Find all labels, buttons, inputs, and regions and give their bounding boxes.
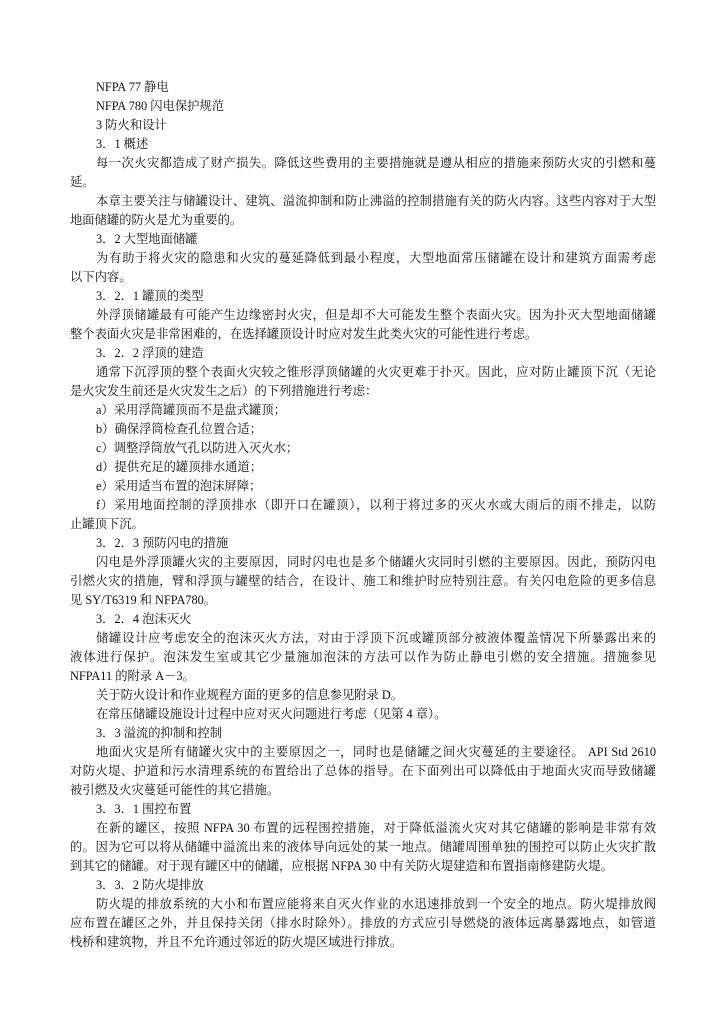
paragraph-line: 延。 — [70, 175, 95, 189]
paragraph-line: 是火灾发生前还是火灾发生之后）的下列措施进行考虑： — [70, 384, 378, 398]
section-heading: 3．3．2 防火堤排放 — [96, 878, 204, 892]
paragraph-line: 地面储罐的防火是尤为重要的。 — [70, 213, 243, 227]
list-item: d）提供充足的罐顶排水通道； — [96, 460, 263, 474]
section-heading: 3．3 溢流的抑制和控制 — [96, 726, 223, 740]
chapter-title: 3 防火和设计 — [96, 118, 167, 132]
paragraph-line: 在新的罐区，按照 NFPA 30 布置的远程围控措施，对于降低溢流火灾对其它储罐的影响是非常有效 — [96, 821, 656, 835]
list-item: e）采用适当布置的泡沫屏障； — [96, 479, 262, 493]
list-item: f）采用地面控制的浮顶排水（即开口在罐顶），以利于将过多的灭火水或大雨后的雨不排走，以防 — [96, 498, 656, 512]
paragraph-line: NFPA11 的附录 A－3。 — [70, 669, 195, 683]
paragraph-line: 以下内容。 — [70, 270, 132, 284]
reference-line: NFPA 780 闪电保护规范 — [96, 99, 225, 113]
paragraph-line: 为有助于将火灾的隐患和火灾的蔓延降低到最小程度，大型地面常压储罐在设计和建筑方面需考虑 — [96, 251, 656, 265]
section-heading: 3．2．1 罐顶的类型 — [96, 289, 204, 303]
paragraph-line: 每一次火灾都造成了财产损失。降低这些费用的主要措施就是遵从相应的措施来预防火灾的引燃和蔓 — [96, 156, 656, 170]
paragraph-line: 对防火堤、护道和污水清理系统的布置给出了总体的指导。在下面列出可以降低由于地面火灾而导致储罐 — [70, 764, 656, 778]
paragraph-line: 在常压储罐设施设计过程中应对灭火问题进行考虑（见第 4 章）。 — [96, 707, 447, 721]
list-item: c）调整浮筒放气孔以防进入灭火水； — [96, 441, 299, 455]
paragraph-line: 闪电是外浮顶罐火灾的主要原因，同时闪电也是多个储罐火灾同时引燃的主要原因。因此，预防闪电 — [96, 555, 656, 569]
paragraph-line: 地面火灾是所有储罐火灾中的主要原因之一，同时也是储罐之间火灾蔓延的主要途径。 API Std 2610 — [96, 745, 656, 759]
reference-line: NFPA 77 静电 — [96, 80, 169, 94]
paragraph-line: 被引燃及火灾蔓延可能性的其它措施。 — [70, 783, 280, 797]
paragraph-line: 应布置在罐区之外，并且保持关闭（排水时除外）。排放的方式应引导燃烧的液体远离暴露地点，如管道 — [70, 916, 656, 930]
paragraph-line: 见 SY/T6319 和 NFPA780。 — [70, 593, 217, 607]
paragraph-line: 的。因为它可以将从储罐中溢流出来的液体导向远处的某一地点。储罐周围单独的围控可以防止火灾扩散 — [70, 840, 656, 854]
section-heading: 3．1 概述 — [96, 137, 149, 151]
section-heading: 3．3．1 围控布置 — [96, 802, 192, 816]
section-heading: 3．2 大型地面储罐 — [96, 232, 198, 246]
paragraph-line: 整个表面火灾是非常困难的，在选择罐顶设计时应对发生此类火灾的可能性进行考虑。 — [70, 327, 538, 341]
paragraph-line: 防火堤的排放系统的大小和布置应能将来自灭火作业的水迅速排放到一个安全的地点。防火堤排放阀 — [96, 897, 656, 911]
paragraph-line: 本章主要关注与储罐设计、建筑、溢流抑制和防止沸溢的控制措施有关的防火内容。这些内容对于大型 — [96, 194, 656, 208]
paragraph-line: 外浮顶储罐最有可能产生边缘密封火灾，但是却不大可能发生整个表面火灾。因为扑灭大型地面储罐 — [96, 308, 656, 322]
section-heading: 3．2．2 浮顶的建造 — [96, 346, 204, 360]
paragraph-line: 储罐设计应考虑安全的泡沫灭火方法，对由于浮顶下沉或罐顶部分被液体覆盖情况下所暴露出来的 — [96, 631, 656, 645]
paragraph-line: 到其它的储罐。对于现有罐区中的储罐，应根据 NFPA 30 中有关防火堤建造和布置指南修建防火堤。 — [70, 859, 614, 873]
paragraph-line: 通常下沉浮顶的整个表面火灾较之锥形浮顶储罐的火灾更难于扑灭。因此，应对防止罐顶下沉（无论 — [96, 365, 656, 379]
list-item: b）确保浮筒检查孔位置合适； — [96, 422, 263, 436]
list-item: 止罐顶下沉。 — [70, 517, 144, 531]
paragraph-line: 引燃火灾的措施，臂和浮顶与罐壁的结合，在设计、施工和维护时应特别注意。有关闪电危险的更多信息 — [70, 574, 656, 588]
list-item: a）采用浮筒罐顶而不是盘式罐顶； — [96, 403, 286, 417]
section-heading: 3．2．3 预防闪电的措施 — [96, 536, 229, 550]
section-heading: 3．2．4 泡沫灭火 — [96, 612, 192, 626]
paragraph-line: 液体进行保护。泡沫发生室或其它少量施加泡沫的方法可以作为防止静电引燃的安全措施。措施参见 — [70, 650, 656, 664]
paragraph-line: 栈桥和建筑物，并且不允许通过邻近的防火堤区域进行排放。 — [70, 935, 403, 949]
document-body — [70, 78, 656, 952]
paragraph-line: 关于防火设计和作业规程方面的更多的信息参见附录 D。 — [96, 688, 404, 702]
